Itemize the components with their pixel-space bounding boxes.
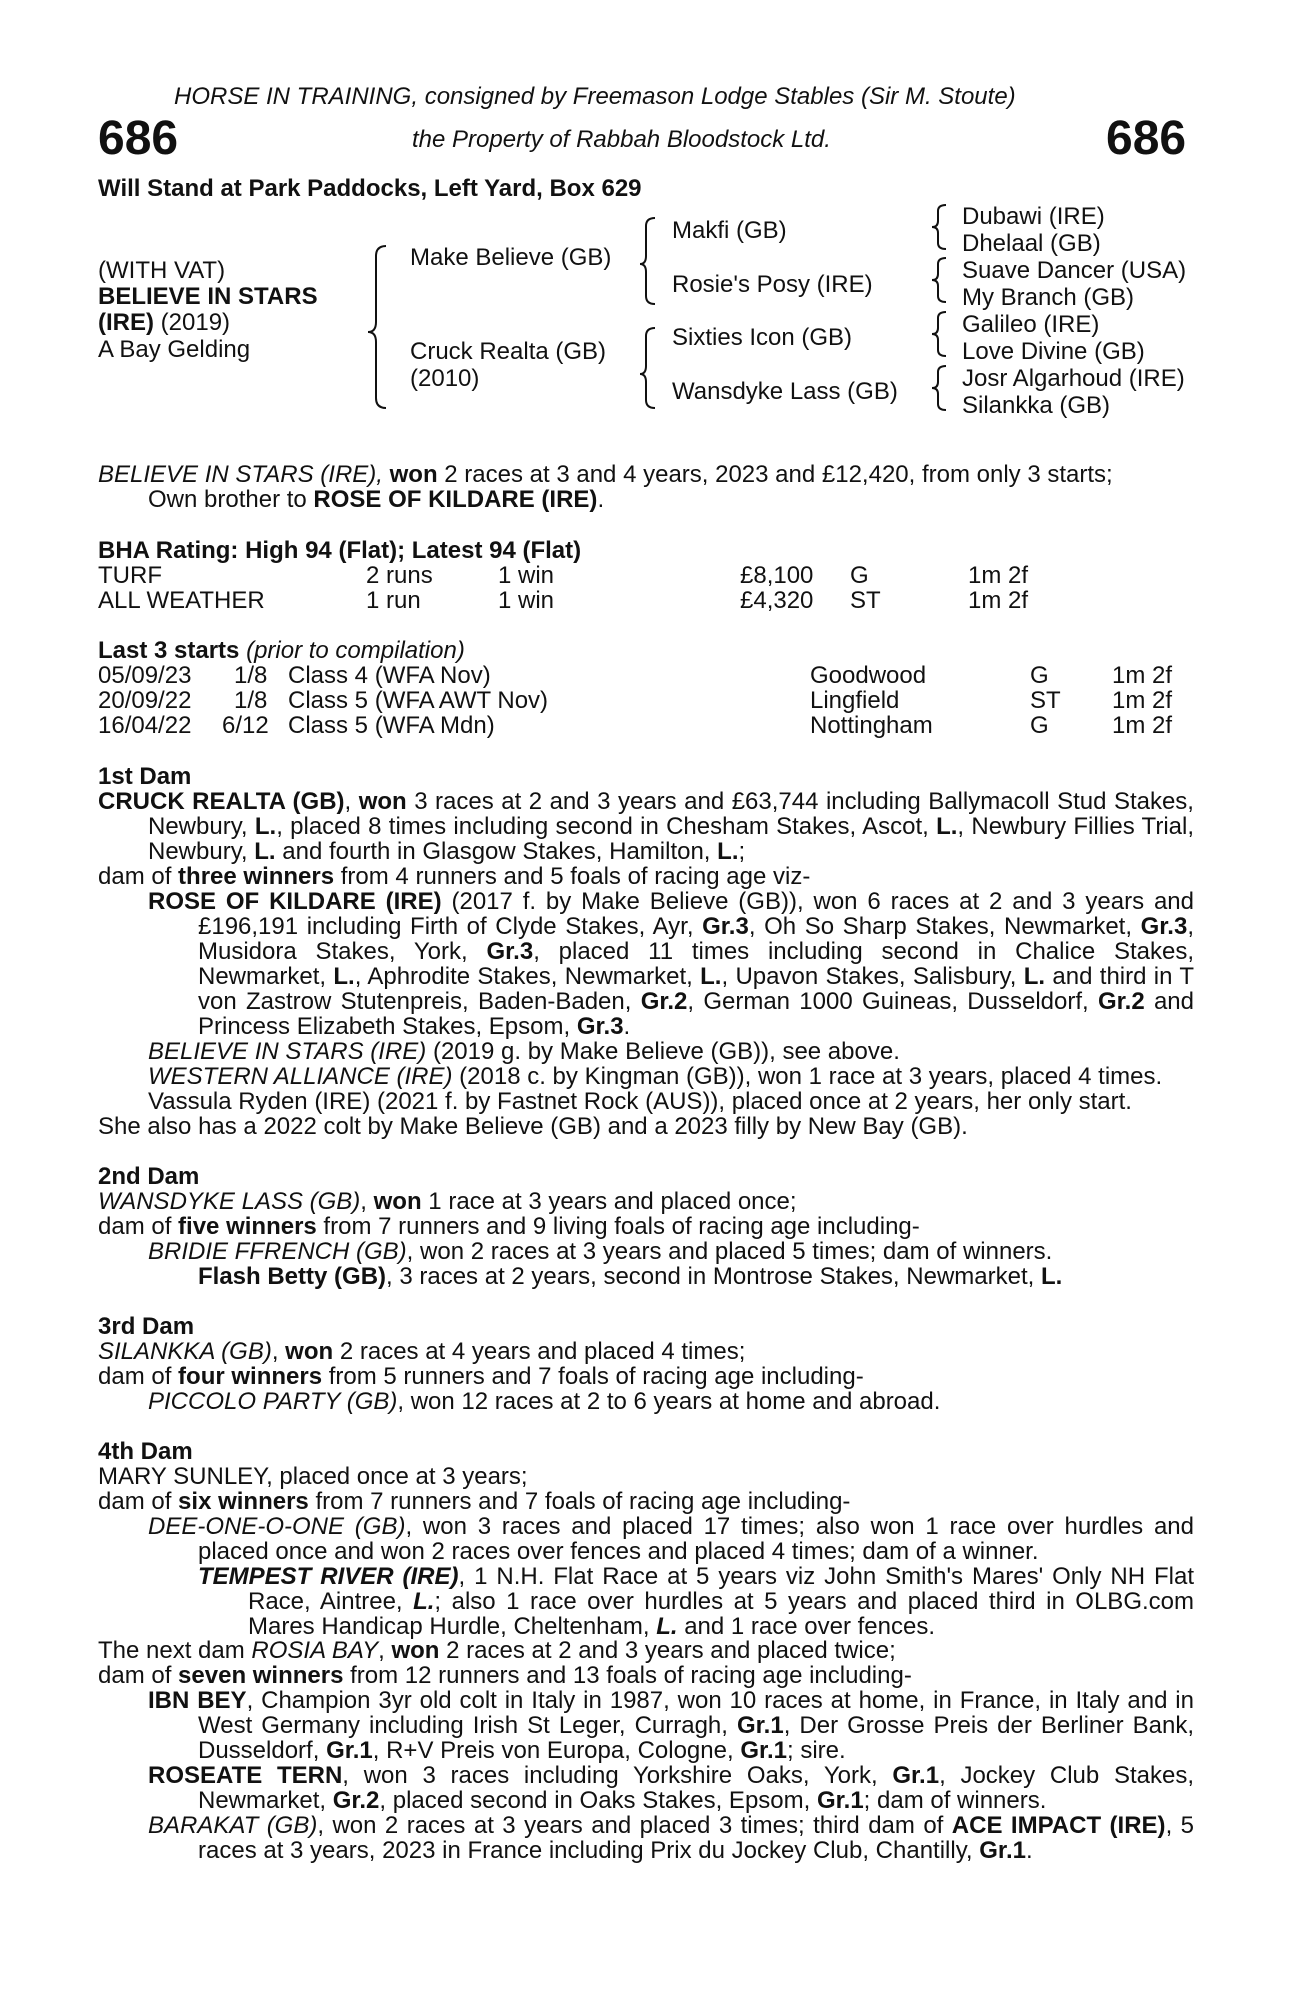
text-run: Gr.1 — [740, 1737, 788, 1764]
ggp-7: Josr Algarhoud (IRE) — [962, 365, 1185, 392]
ggp-1: Dubawi (IRE) — [962, 203, 1105, 230]
text-run: , placed 8 times including second in Chesham Stakes, Ascot, — [276, 813, 937, 840]
text-run: TEMPEST RIVER (IRE) — [198, 1563, 459, 1590]
dam-dam-name: Wansdyke Lass (GB) — [672, 378, 898, 405]
ggp-6: Love Divine (GB) — [962, 338, 1145, 365]
text-run: Gr.3 — [486, 938, 534, 965]
text-run: three winners — [178, 863, 335, 890]
text-run: from 5 runners and 7 foals of racing age including- — [322, 1363, 864, 1390]
ggp-3: Suave Dancer (USA) — [962, 257, 1187, 284]
text-run: , won 3 races including Yorkshire Oaks, York, — [342, 1762, 893, 1789]
text-run: L. — [656, 1613, 678, 1640]
text-run: , — [360, 1188, 374, 1215]
text-run: , won 3 races and placed 17 times; also won 1 race over hurdles and placed once and won 2 races over fences and placed 4 times; dam of a winner. — [198, 1513, 1194, 1565]
text-run: , Upavon Stakes, Salisbury, — [721, 963, 1024, 990]
text-run: ACE IMPACT (IRE) — [951, 1812, 1166, 1839]
text-run: WANSDYKE LASS (GB) — [98, 1188, 361, 1215]
text-run: dam of — [98, 1662, 179, 1689]
text-run: , won 12 races at 2 to 6 years at home and abroad. — [397, 1388, 941, 1415]
horse-origin-year: (IRE) (2019) — [98, 309, 231, 336]
text-run: Gr.1 — [736, 1712, 784, 1739]
lot-number-left: 686 — [98, 112, 179, 165]
text-run: . — [623, 1013, 631, 1040]
text-run: Vassula Ryden (IRE) (2021 f. by Fastnet Rock (AUS)), placed once at 2 years, her only start. — [148, 1088, 1132, 1115]
text-run: four winners — [178, 1363, 323, 1390]
text-run: from 12 runners and 13 foals of racing age including- — [343, 1662, 912, 1689]
text-run: CRUCK REALTA (GB) — [98, 788, 345, 815]
sire-name: Make Believe (GB) — [410, 244, 612, 271]
text-run: , Musidora Stakes, York, — [198, 913, 1194, 965]
produce-western-alliance — [98, 1064, 1194, 1089]
text-run: ROSEATE TERN — [148, 1762, 343, 1789]
text-run: MARY SUNLEY, placed once at 3 years; — [98, 1463, 528, 1490]
text-run: The next dam — [98, 1637, 252, 1664]
text-run: L. — [936, 813, 958, 840]
text-run: , placed 11 times including second in Chalice Stakes, Newmarket, — [198, 938, 1194, 990]
second-dam-produce — [98, 1214, 1194, 1239]
third-dam-section — [98, 1314, 1194, 1414]
vat-note: (WITH VAT) — [98, 257, 226, 284]
ggp-8: Silankka (GB) — [962, 392, 1111, 419]
first-dam-section — [98, 764, 1194, 1139]
bha-rating-section — [98, 538, 1194, 613]
text-run: , Aphrodite Stakes, Newmarket, — [354, 963, 701, 990]
text-run: , Newbury Fillies Trial, Newbury, — [148, 813, 1194, 865]
text-run: (2017 f. by Make Believe (GB)), won 6 races at 2 and 3 years and £196,191 including Firth of Clyde Stakes, Ayr, — [198, 888, 1194, 940]
text-run: and fourth in Glasgow Stakes, Hamilton, — [275, 838, 718, 865]
fourth-dam-produce — [98, 1489, 1194, 1514]
sire-sire-name: Makfi (GB) — [672, 217, 787, 244]
bha-heading: BHA Rating: High 94 (Flat); Latest 94 (Flat) — [98, 537, 582, 564]
text-run: (2019 g. by Make Believe (GB)), see above. — [426, 1038, 900, 1065]
produce-believe-in-stars — [98, 1039, 1194, 1064]
text-run: dam of — [98, 1213, 179, 1240]
text-run: ROSIA BAY — [251, 1637, 379, 1664]
dam-sire-name: Sixties Icon (GB) — [672, 324, 853, 351]
text-run: from 7 runners and 7 foals of racing age including- — [308, 1488, 851, 1515]
first-dam-record — [98, 789, 1194, 864]
stand-location: Will Stand at Park Paddocks, Left Yard, Box 629 — [98, 175, 642, 202]
text-run: , R+V Preis von Europa, Cologne, — [372, 1737, 741, 1764]
text-run: 3 races at 2 and 3 years and £63,744 including Ballymacoll Stud Stakes, Newbury, — [148, 788, 1194, 840]
text-run: BARAKAT (GB) — [148, 1812, 318, 1839]
text-run: and 1 race over fences. — [677, 1613, 936, 1640]
text-run: Gr.3 — [576, 1013, 624, 1040]
fourth-dam-section — [98, 1439, 1194, 1639]
text-run: , placed second in Oaks Stakes, Epsom, — [379, 1787, 817, 1814]
produce-barakat — [148, 1813, 1194, 1863]
text-run: Gr.1 — [979, 1837, 1026, 1864]
property-line: the Property of Rabbah Bloodstock Ltd. — [412, 126, 831, 153]
horse-name: BELIEVE IN STARS — [98, 283, 318, 310]
text-run: won — [391, 1637, 440, 1664]
first-dam-foals-note — [98, 1114, 1194, 1139]
text-run: L. — [413, 1588, 435, 1615]
dam-name: Cruck Realta (GB) — [410, 338, 607, 365]
horse-description: A Bay Gelding — [98, 336, 251, 363]
next-dam-section — [98, 1638, 1194, 1863]
text-run: SILANKKA (GB) — [98, 1338, 272, 1365]
text-run: , Der Grosse Preis der Berliner Bank, Dusseldorf, — [198, 1712, 1194, 1764]
second-dam-record — [98, 1189, 1194, 1214]
lot-number-right: 686 — [1106, 112, 1187, 165]
ggp-5: Galileo (IRE) — [962, 311, 1100, 338]
text-run: Flash Betty (GB) — [198, 1263, 387, 1290]
produce-tempest-river — [198, 1564, 1194, 1639]
text-run: Gr.1 — [892, 1762, 940, 1789]
produce-piccolo-party — [98, 1389, 1194, 1414]
third-dam-produce — [98, 1364, 1194, 1389]
text-run: BRIDIE FFRENCH (GB) — [148, 1238, 407, 1265]
sire-dam-name: Rosie's Posy (IRE) — [672, 271, 873, 298]
text-run: L. — [333, 963, 355, 990]
text-run: ; also 1 race over hurdles at 5 years and placed third in OLBG.com Mares Handicap Hurdle, Cheltenham, — [248, 1588, 1194, 1640]
consignor-line: HORSE IN TRAINING, consigned by Freemason Lodge Stables (Sir M. Stoute) — [174, 83, 1016, 110]
text-run: L. — [1023, 963, 1046, 990]
last-starts-section: Last 3 starts (prior to compilation) 05/09/23 1/8 Class 4 (WFA Nov) Goodwood G 1m 2f 20/09/22 1/8 Class 5 (WFA AWT Nov) Lingfield ST 1m 2f 16/04/22 6/12 Class 5 (WFA Mdn) Nottingham G 1m 2f — [98, 638, 1194, 738]
text-run: L. — [254, 813, 277, 840]
text-run: Gr.2 — [1097, 988, 1145, 1015]
text-run: Gr.2 — [332, 1787, 380, 1814]
text-run: L. — [700, 963, 722, 990]
text-run: from 4 runners and 5 foals of racing age viz- — [334, 863, 811, 890]
produce-bridie-ffrench — [98, 1239, 1194, 1264]
produce-flash-betty — [98, 1264, 1194, 1289]
ggp-4: My Branch (GB) — [962, 284, 1135, 311]
text-run: She also has a 2022 colt by Make Believe (GB) and a 2023 filly by New Bay (GB). — [98, 1113, 968, 1140]
bha-row-aw: ALL WEATHER 1 run 1 win £4,320 ST 1m 2f — [98, 587, 1029, 614]
text-run: 2 races at 4 years and placed 4 times; — [333, 1338, 746, 1365]
dam-year: (2010) — [410, 365, 480, 392]
text-run: Gr.1 — [326, 1737, 373, 1764]
text-run: dam of — [98, 863, 179, 890]
produce-rose-of-kildare — [148, 889, 1194, 1039]
text-run: , — [378, 1637, 392, 1664]
text-run: six winners — [178, 1488, 309, 1515]
text-run: L. — [1040, 1263, 1063, 1290]
text-run: ROSE OF KILDARE (IRE) — [148, 888, 442, 915]
text-run: from 7 runners and 9 living foals of racing age including- — [316, 1213, 920, 1240]
third-dam-record — [98, 1339, 1194, 1364]
produce-roseate-tern — [148, 1763, 1194, 1813]
text-run: won — [358, 788, 407, 815]
text-run: , 3 races at 2 years, second in Montrose Stakes, Newmarket, — [386, 1263, 1041, 1290]
text-run: Gr.3 — [1140, 913, 1188, 940]
text-run: IBN BEY — [148, 1687, 247, 1714]
second-dam-section — [98, 1164, 1194, 1289]
text-run: , won 2 races at 3 years and placed 5 times; dam of winners. — [406, 1238, 1053, 1265]
first-dam-produce — [98, 864, 1194, 889]
text-run: Gr.1 — [816, 1787, 864, 1814]
text-run: , — [344, 788, 359, 815]
text-run: ; sire. — [787, 1737, 846, 1764]
second-dam-heading: 2nd Dam — [98, 1163, 200, 1190]
start-row: 05/09/23 1/8 Class 4 (WFA Nov) Goodwood G 1m 2f — [98, 662, 1173, 689]
text-run: WESTERN ALLIANCE (IRE) — [148, 1063, 453, 1090]
text-run: . — [1025, 1837, 1033, 1864]
text-run: , — [271, 1338, 286, 1365]
text-run: Gr.3 — [702, 913, 749, 940]
produce-vassula-ryden — [98, 1089, 1194, 1114]
text-run: PICCOLO PARTY (GB) — [148, 1388, 398, 1415]
text-run: seven winners — [178, 1662, 344, 1689]
text-run: L. — [254, 838, 276, 865]
text-run: (2018 c. by Kingman (GB)), won 1 race at 3 years, placed 4 times. — [452, 1063, 1163, 1090]
text-run: , German 1000 Guineas, Dusseldorf, — [687, 988, 1098, 1015]
text-run: Gr.2 — [640, 988, 688, 1015]
next-dam-produce — [98, 1663, 1194, 1688]
start-row: 20/09/22 1/8 Class 5 (WFA AWT Nov) Lingfield ST 1m 2f — [98, 687, 1173, 714]
produce-ibn-bey — [148, 1688, 1194, 1763]
text-run: , 5 races at 3 years, 2023 in France including Prix du Jockey Club, Chantilly, — [198, 1812, 1195, 1864]
start-row: 16/04/22 6/12 Class 5 (WFA Mdn) Nottingham G 1m 2f — [98, 712, 1173, 739]
text-run: BELIEVE IN STARS (IRE) — [148, 1038, 427, 1065]
text-run: , won 2 races at 3 years and placed 3 times; third dam of — [317, 1812, 952, 1839]
first-dam-heading: 1st Dam — [98, 763, 192, 790]
text-run: and third in T von Zastrow Stutenpreis, Baden-Baden, — [198, 963, 1195, 1015]
text-run: , Jockey Club Stakes, Newmarket, — [198, 1762, 1195, 1814]
text-run: DEE-ONE-O-ONE (GB) — [148, 1513, 406, 1540]
fourth-dam-record — [98, 1464, 1194, 1489]
text-run: ; — [738, 838, 746, 865]
text-run: , Oh So Sharp Stakes, Newmarket, — [748, 913, 1141, 940]
text-run: won — [373, 1188, 422, 1215]
text-run: L. — [717, 838, 739, 865]
text-run: dam of — [98, 1488, 179, 1515]
text-run: five winners — [178, 1213, 317, 1240]
bha-row-turf: TURF 2 runs 1 win £8,100 G 1m 2f — [98, 562, 1029, 589]
next-dam-record — [98, 1638, 1194, 1663]
text-run: won — [285, 1338, 334, 1365]
text-run: , Champion 3yr old colt in Italy in 1987, won 10 races at home, in France, in Italy and in West Germany including Irish St Leger, Curragh, — [198, 1687, 1194, 1739]
fourth-dam-heading: 4th Dam — [98, 1438, 193, 1465]
race-summary: BELIEVE IN STARS (IRE), won 2 races at 3 and 4 years, 2023 and £12,420, from only 3 starts; Own brother to ROSE OF KILDARE (IRE). — [98, 461, 1113, 513]
text-run: 2 races at 2 and 3 years and placed twice; — [439, 1637, 896, 1664]
text-run: 1 race at 3 years and placed once; — [421, 1188, 797, 1215]
third-dam-heading: 3rd Dam — [98, 1313, 195, 1340]
text-run: ; dam of winners. — [863, 1787, 1047, 1814]
produce-dee-one-o-one — [148, 1514, 1194, 1564]
text-run: , 1 N.H. Flat Race at 5 years viz John Smith's Mares' Only NH Flat Race, Aintree, — [248, 1563, 1194, 1615]
ggp-2: Dhelaal (GB) — [962, 230, 1101, 257]
text-run: dam of — [98, 1363, 179, 1390]
text-run: and Princess Elizabeth Stakes, Epsom, — [198, 988, 1194, 1040]
